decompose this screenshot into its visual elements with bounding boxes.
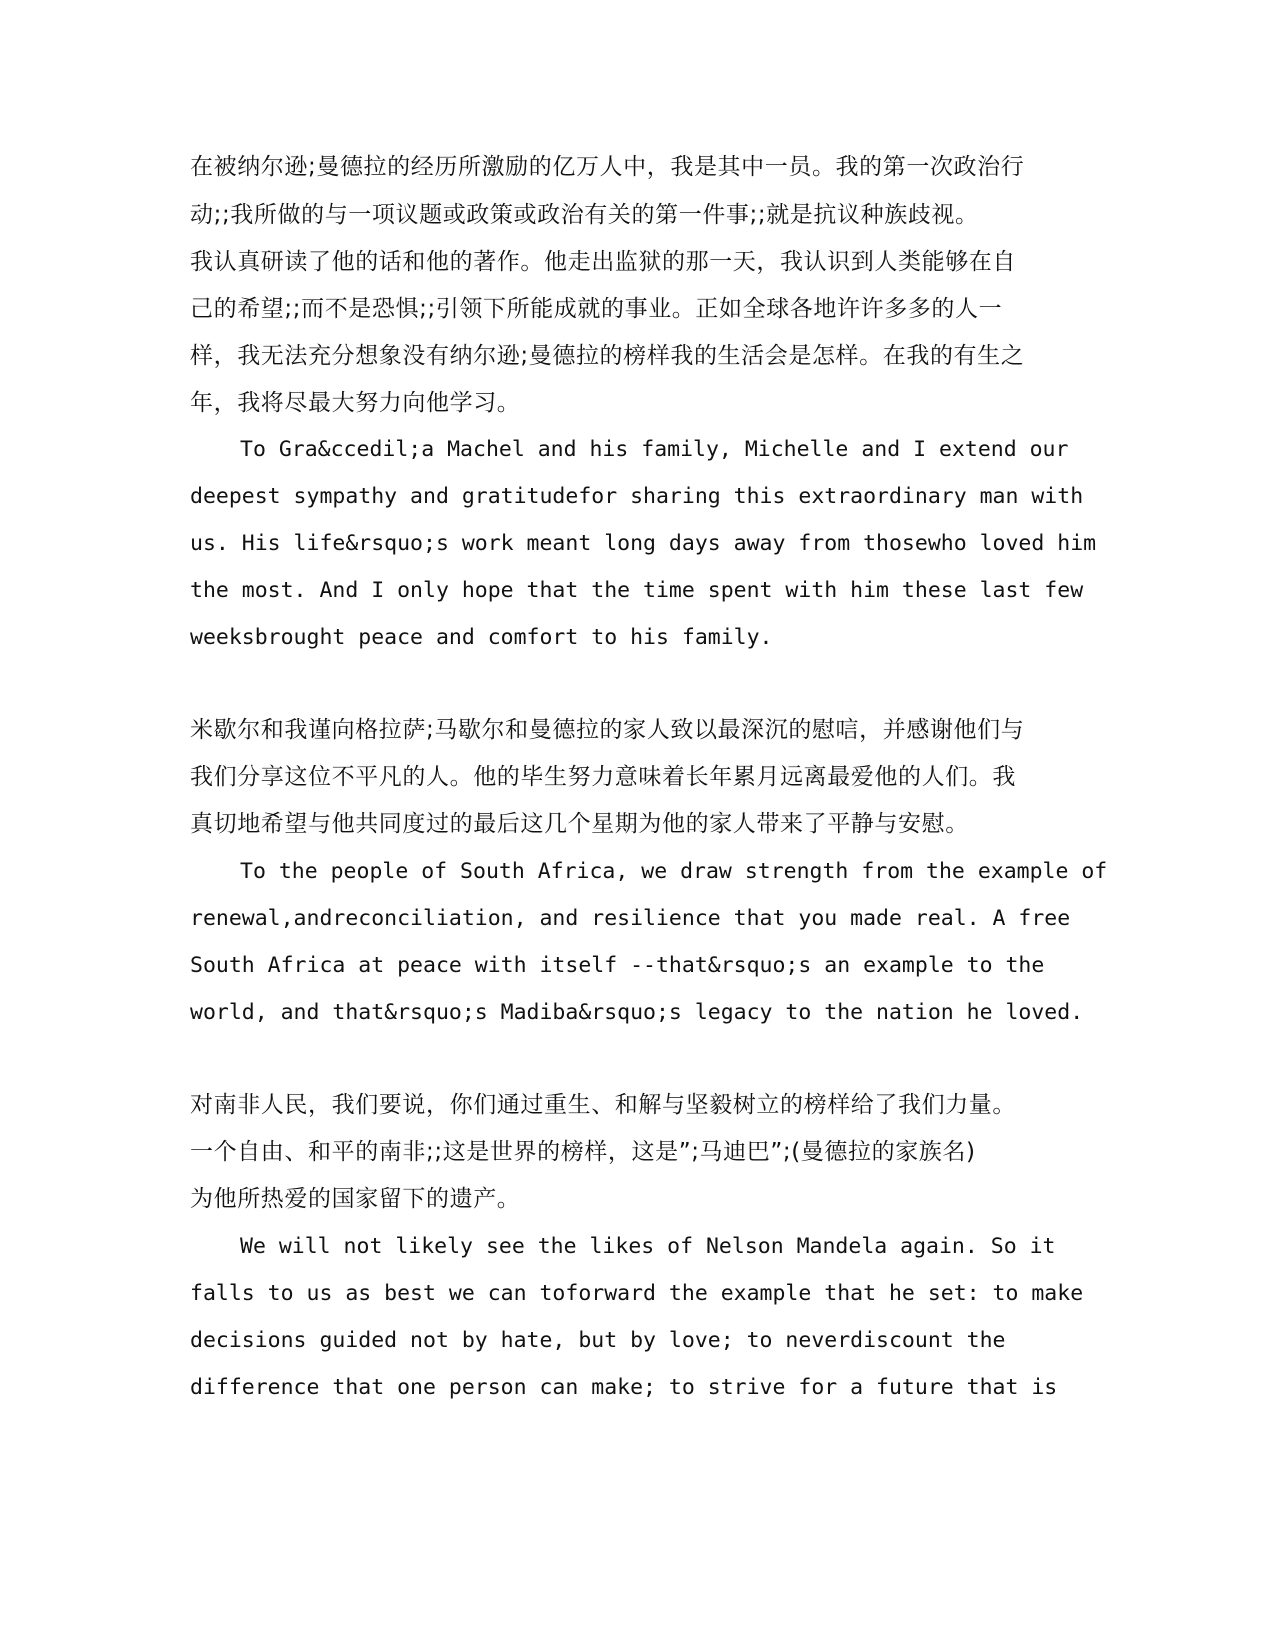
text-line: 一个自由、和平的南非;;这是世界的榜样，这是”;马迪巴”;(曼德拉的家族名)	[190, 1139, 976, 1165]
text-line: falls to us as best we can toforward the example that he set: to make	[190, 1281, 1084, 1306]
text-line: 样，我无法充分想象没有纳尔逊;曼德拉的榜样我的生活会是怎样。在我的有生之	[190, 343, 1025, 369]
text-line: 动;;我所做的与一项议题或政策或政治有关的第一件事;;就是抗议种族歧视。	[190, 202, 979, 228]
text-line: 为他所热爱的国家留下的遗产。	[190, 1186, 521, 1212]
text-line: 在被纳尔逊;曼德拉的经历所激励的亿万人中，我是其中一员。我的第一次政治行	[190, 154, 1025, 180]
text-line: To the people of South Africa, we draw strength from the example of	[240, 859, 1108, 884]
text-line: world, and that&rsquo;s Madiba&rsquo;s legacy to the nation he loved.	[190, 1000, 1084, 1025]
text-line: difference that one person can make; to strive for a future that is	[190, 1375, 1058, 1400]
text-line: We will not likely see the likes of Nelson Mandela again. So it	[240, 1234, 1056, 1259]
text-line: the most. And I only hope that the time spent with him these last few	[190, 578, 1084, 603]
text-line: 对南非人民，我们要说，你们通过重生、和解与坚毅树立的榜样给了我们力量。	[190, 1092, 1016, 1118]
text-line: To Gra&ccedil;a Machel and his family, Michelle and I extend our	[240, 437, 1069, 462]
text-line: 真切地希望与他共同度过的最后这几个星期为他的家人带来了平静与安慰。	[190, 811, 969, 837]
text-line: South Africa at peace with itself --that&rsquo;s an example to the	[190, 953, 1045, 978]
text-line: 我认真研读了他的话和他的著作。他走出监狱的那一天，我认识到人类能够在自	[190, 249, 1016, 275]
text-line: us. His life&rsquo;s work meant long days away from thosewho loved him	[190, 531, 1097, 556]
text-line: decisions guided not by hate, but by love; to neverdiscount the	[190, 1328, 1006, 1353]
text-line: 米歇尔和我谨向格拉萨;马歇尔和曼德拉的家人致以最深沉的慰唁，并感谢他们与	[190, 717, 1025, 743]
text-line: deepest sympathy and gratitudefor sharing this extraordinary man with	[190, 484, 1084, 509]
text-line: weeksbrought peace and comfort to his family.	[190, 625, 773, 650]
text-line: 我们分享这位不平凡的人。他的毕生努力意味着长年累月远离最爱他的人们。我	[190, 764, 1016, 790]
text-line: 己的希望;;而不是恐惧;;引领下所能成就的事业。正如全球各地许许多多的人一	[190, 296, 1003, 322]
text-line: 年，我将尽最大努力向他学习。	[190, 390, 521, 416]
text-line: renewal,andreconciliation, and resilience that you made real. A free	[190, 906, 1071, 931]
